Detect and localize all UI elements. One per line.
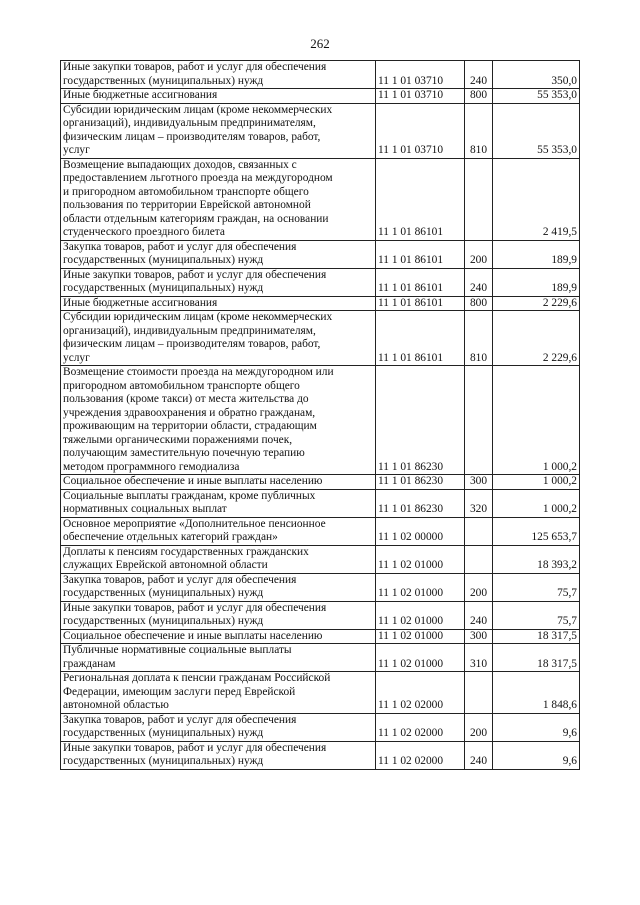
row-expense-type: 200 [465, 713, 493, 741]
row-expense-type: 800 [465, 296, 493, 311]
row-description: Публичные нормативные социальные выплаты гражданам [61, 644, 376, 672]
row-expense-type: 200 [465, 573, 493, 601]
row-amount: 75,7 [493, 601, 580, 629]
row-expense-type [465, 545, 493, 573]
row-description: Закупка товаров, работ и услуг для обеспечения государственных (муниципальных) нужд [61, 573, 376, 601]
row-target-code: 11 1 01 86101 [376, 296, 465, 311]
row-target-code: 11 1 01 86101 [376, 268, 465, 296]
row-amount: 350,0 [493, 61, 580, 89]
row-expense-type: 240 [465, 601, 493, 629]
row-description: Субсидии юридическим лицам (кроме некоммерческих организаций), индивидуальным предпринимателям, физическим лицам – производителям товаров, работ, услуг [61, 103, 376, 158]
row-amount: 9,6 [493, 741, 580, 769]
row-description: Доплаты к пенсиям государственных гражданских служащих Еврейской автономной области [61, 545, 376, 573]
row-description: Иные бюджетные ассигнования [61, 89, 376, 104]
row-expense-type: 810 [465, 103, 493, 158]
row-description: Иные закупки товаров, работ и услуг для обеспечения государственных (муниципальных) нужд [61, 61, 376, 89]
table-row [61, 296, 580, 311]
table-row [61, 601, 580, 629]
row-amount: 9,6 [493, 713, 580, 741]
row-expense-type [465, 517, 493, 545]
row-expense-type [465, 158, 493, 240]
table-row [61, 158, 580, 240]
row-target-code: 11 1 02 02000 [376, 713, 465, 741]
row-description: Социальное обеспечение и иные выплаты населению [61, 629, 376, 644]
table-row [61, 672, 580, 714]
row-target-code: 11 1 01 03710 [376, 89, 465, 104]
row-expense-type: 310 [465, 644, 493, 672]
row-target-code: 11 1 02 02000 [376, 672, 465, 714]
row-description: Иные бюджетные ассигнования [61, 296, 376, 311]
table-row [61, 629, 580, 644]
table-row [61, 89, 580, 104]
row-amount: 18 317,5 [493, 629, 580, 644]
row-expense-type: 800 [465, 89, 493, 104]
row-target-code: 11 1 01 03710 [376, 103, 465, 158]
row-target-code: 11 1 02 01000 [376, 573, 465, 601]
table-row [61, 545, 580, 573]
row-amount: 1 848,6 [493, 672, 580, 714]
row-expense-type: 320 [465, 489, 493, 517]
row-target-code: 11 1 01 86101 [376, 311, 465, 366]
row-amount: 18 393,2 [493, 545, 580, 573]
row-target-code: 11 1 01 86101 [376, 158, 465, 240]
row-description: Иные закупки товаров, работ и услуг для обеспечения государственных (муниципальных) нужд [61, 741, 376, 769]
row-target-code: 11 1 01 86230 [376, 366, 465, 475]
budget-table [60, 60, 580, 770]
row-expense-type: 240 [465, 741, 493, 769]
row-amount: 1 000,2 [493, 366, 580, 475]
row-amount: 189,9 [493, 240, 580, 268]
row-description: Возмещение стоимости проезда на междугородном или пригородном автомобильном транспорте общего пользования (кроме такси) от места жительства до учреждения здравоохранения и обратно гражданам, проживающим на территории области, страдающим тяжелыми органическими поражениями почек, получающим заместительную почечную терапию методом программного гемодиализа [61, 366, 376, 475]
row-target-code: 11 1 02 01000 [376, 545, 465, 573]
page-number: 262 [310, 36, 330, 51]
table-row [61, 311, 580, 366]
row-description: Региональная доплата к пенсии гражданам Российской Федерации, имеющим заслуги перед Еврейской автономной областью [61, 672, 376, 714]
row-description: Закупка товаров, работ и услуг для обеспечения государственных (муниципальных) нужд [61, 240, 376, 268]
row-amount: 18 317,5 [493, 644, 580, 672]
table-row [61, 741, 580, 769]
row-expense-type: 300 [465, 629, 493, 644]
table-row [61, 517, 580, 545]
row-target-code: 11 1 02 01000 [376, 601, 465, 629]
row-target-code: 11 1 02 01000 [376, 644, 465, 672]
table-row [61, 489, 580, 517]
row-description: Иные закупки товаров, работ и услуг для обеспечения государственных (муниципальных) нужд [61, 268, 376, 296]
row-expense-type: 240 [465, 61, 493, 89]
row-description: Субсидии юридическим лицам (кроме некоммерческих организаций), индивидуальным предпринимателям, физическим лицам – производителям товаров, работ, услуг [61, 311, 376, 366]
row-description: Социальное обеспечение и иные выплаты населению [61, 475, 376, 490]
row-amount: 1 000,2 [493, 475, 580, 490]
table-row [61, 268, 580, 296]
row-amount: 125 653,7 [493, 517, 580, 545]
row-target-code: 11 1 01 03710 [376, 61, 465, 89]
row-expense-type: 300 [465, 475, 493, 490]
row-target-code: 11 1 02 02000 [376, 741, 465, 769]
budget-table-body [61, 61, 580, 770]
table-row [61, 103, 580, 158]
row-expense-type: 200 [465, 240, 493, 268]
row-expense-type [465, 366, 493, 475]
table-row [61, 644, 580, 672]
table-row [61, 240, 580, 268]
row-amount: 2 229,6 [493, 311, 580, 366]
row-target-code: 11 1 01 86230 [376, 475, 465, 490]
row-amount: 55 353,0 [493, 103, 580, 158]
row-expense-type: 810 [465, 311, 493, 366]
row-description: Иные закупки товаров, работ и услуг для обеспечения государственных (муниципальных) нужд [61, 601, 376, 629]
row-amount: 55 353,0 [493, 89, 580, 104]
table-row [61, 475, 580, 490]
row-target-code: 11 1 02 01000 [376, 629, 465, 644]
row-target-code: 11 1 01 86101 [376, 240, 465, 268]
row-expense-type: 240 [465, 268, 493, 296]
row-target-code: 11 1 01 86230 [376, 489, 465, 517]
table-row [61, 61, 580, 89]
table-row [61, 573, 580, 601]
row-description: Возмещение выпадающих доходов, связанных с предоставлением льготного проезда на междугородном и пригородном автомобильном транспорте общего пользования по территории Еврейской автономной области отдельным категориям граждан, на основании студенческого проездного билета [61, 158, 376, 240]
row-amount: 2 419,5 [493, 158, 580, 240]
row-amount: 1 000,2 [493, 489, 580, 517]
row-expense-type [465, 672, 493, 714]
row-amount: 2 229,6 [493, 296, 580, 311]
table-row [61, 713, 580, 741]
row-amount: 75,7 [493, 573, 580, 601]
row-target-code: 11 1 02 00000 [376, 517, 465, 545]
row-description: Закупка товаров, работ и услуг для обеспечения государственных (муниципальных) нужд [61, 713, 376, 741]
row-description: Социальные выплаты гражданам, кроме публичных нормативных социальных выплат [61, 489, 376, 517]
row-description: Основное мероприятие «Дополнительное пенсионное обеспечение отдельных категорий граждан» [61, 517, 376, 545]
row-amount: 189,9 [493, 268, 580, 296]
table-row [61, 366, 580, 475]
